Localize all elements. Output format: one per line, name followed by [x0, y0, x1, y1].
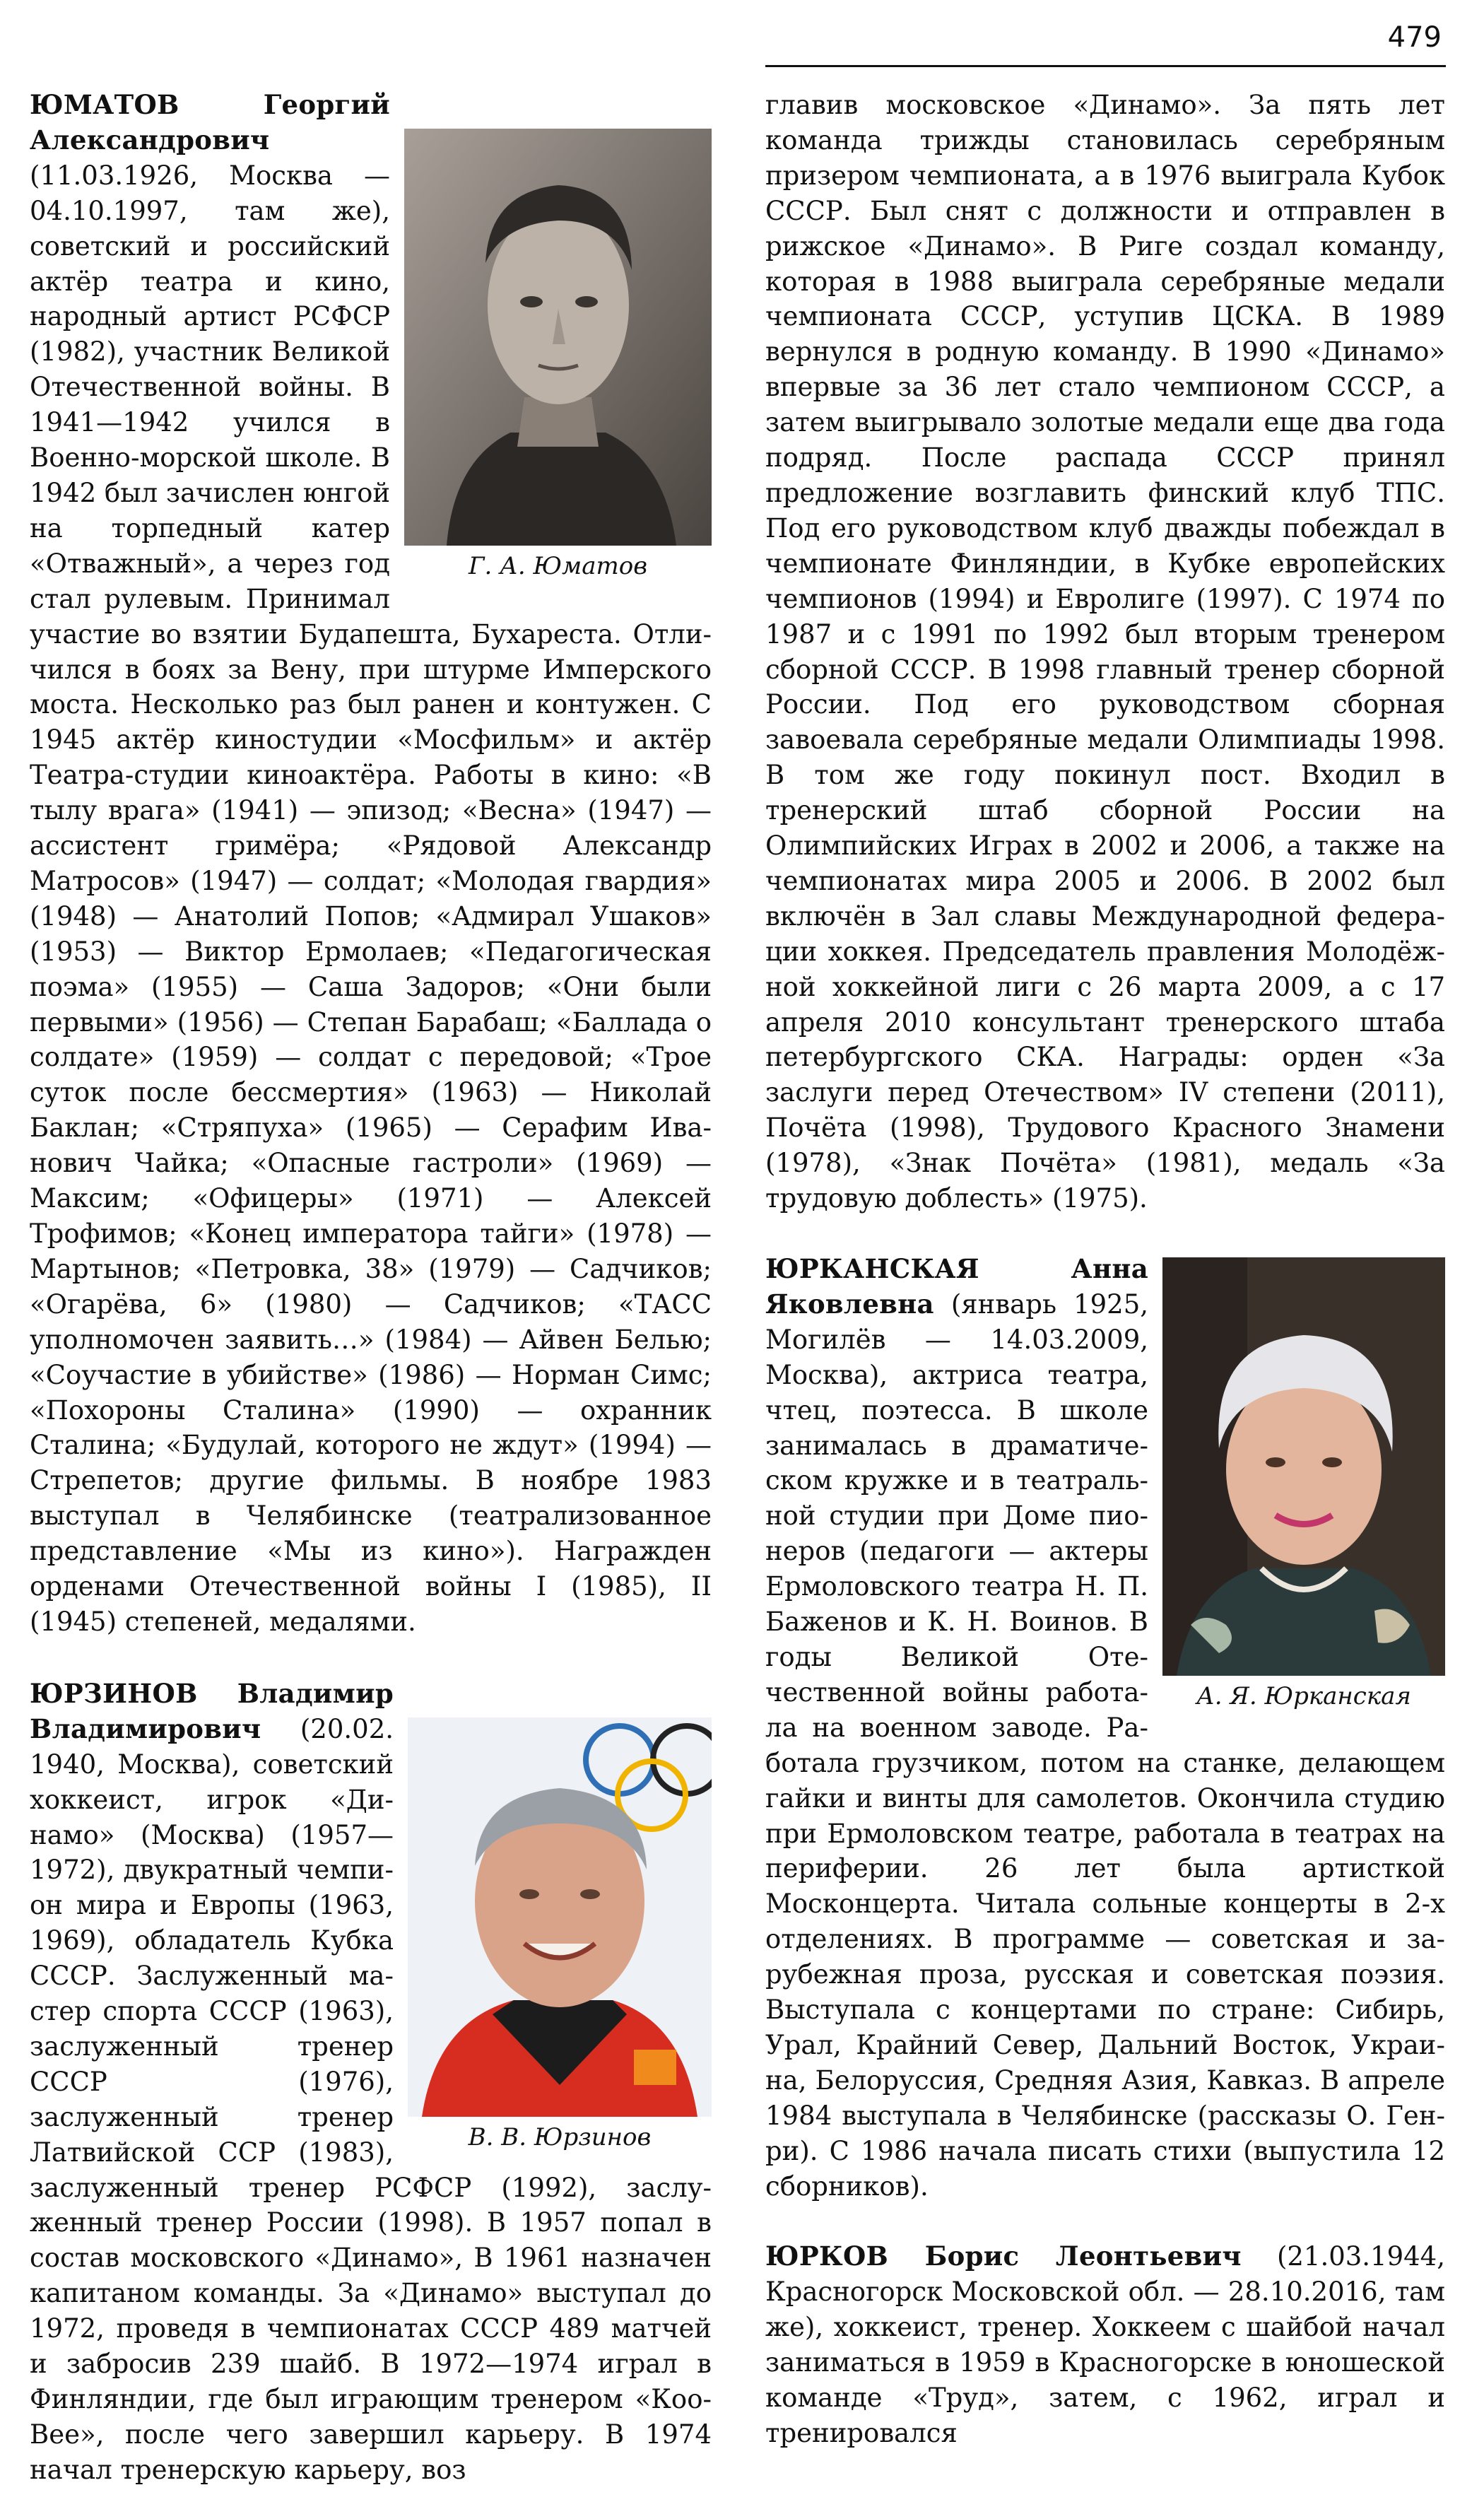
headword-yurkov: ЮРКОВ Борис Леонтьевич [765, 2240, 1242, 2272]
caption-yurzinov: В. В. Юрзинов [468, 2122, 652, 2151]
right-column [765, 88, 1445, 2451]
caption-yumatov: Г. А. Юматов [468, 552, 648, 580]
headword-yurkanskaya: ЮРКАНСКАЯ Анна Яковлевна [765, 1253, 1148, 1320]
headword-yumatov: ЮМАТОВ Георгий Александрович [30, 89, 390, 155]
headword-yurzinov: ЮРЗИНОВ Владимир Владимирович [30, 1677, 394, 1744]
entry-text-yumatov: (11.03.1926, Москва — 04.10.1997, там же), советский и российский актёр театра и кино, народный артист РСФСР (1982), участник Великой Отечественной войны. В 1941—1942 учился в Военно-морской школе. В 1942 был зачислен юнгой на торпедный катер «Отважный», а через год стал рулевым. Принимал участие во взятии Будапешта, Бухареста. Отличился в боях за Вену, при штурме Имперского моста. Несколько раз был ранен и контужен. С 1945 актёр киностудии «Мосфильм» и актёр Театра-студии киноактёра. Работы в кино: «В тылу врага» (1941) — эпизод; «Весна» (1947) — ассистент гримёра; «Рядовой Александр Матросов» (1947) — солдат; «Молодая гвардия» (1948) — Анатолий Попов; «Адмирал Ушаков» (1953) — Виктор Ермолаев; «Педагогическая поэма» (1955) — Саша Задоров; «Они были первыми» (1956) — Степан Барабаш; «Баллада о солдате» (1959) — солдат с передовой; «Трое суток после бессмертия» (1963) — Николай Баклан; «Стряпуха» (1965) — Серафим Иванович Чайка; «Опасные гастроли» (1969) — Максим; «Офицеры» (1971) — Алексей Трофимов; «Конец императора тайги» (1978) — Мартынов; «Петровка, 38» (1979) — Садчиков; «Огарёва, 6» (1980) — Садчиков; «ТАСС уполномочен заявить…» (1984) — Айвен Белью; «Соучастие в убийстве» (1986) — Норман Симс; «Похороны Сталина» (1990) — охранник Сталина; «Будулай, которого не ждут» (1994) — Стрепетов; другие фильмы. В ноябре 1983 выступал в Челябинске (театрализованное представление «Мы из кино»). Награжден орденами Отечественной войны I (1985), II (1945) степеней, медалями. [30, 160, 712, 1637]
entry-text-yurzinov: (20.02. 1940, Москва), советский хоккеист, игрок «Динамо» (Москва) (1957—1972), двукратный чемпион мира и Европы (1963, 1969), обладатель Кубка СССР. Заслуженный мастер спорта СССР (1963), заслуженный тренер СССР (1976), заслуженный тренер Латвийской ССР (1983), заслуженный тренер РСФСР (1992), заслуженный тренер России (1998). В 1957 попал в состав московского «Динамо», В 1961 назначен капитаном команды. За «Динамо» выступал до 1972, проведя в чемпионатах СССР 489 матчей и забросив 239 шайб. В 1972—1974 играл в Финляндии, где был играющим тренером «Коо-Вее», после чего завершил карьеру. В 1974 начал тренерскую карьеру, воз [30, 1713, 712, 2485]
entry-text-yurkanskaya: (январь 1925, Могилёв — 14.03.2009, Москва), актриса театра, чтец, поэтесса. В школе занималась в драматическом кружке и в театральной студии при Доме пионеров (педагоги — актеры Ермоловского театра Н. П. Баженов и К. Н. Воинов. В годы Великой Отечественной войны работала на военном заводе. Работала грузчиком, потом на станке, делающем гайки и винты для самолетов. Окончила студию при Ермоловском театре, работала в театрах на периферии. 26 лет была артисткой Москонцерта. Читала сольные концерты в 2-х отделениях. В программе — советская и зарубежная проза, русская и советская поэзия. Выступала с концертами по стране: Сибирь, Урал, Крайний Север, Дальний Восток, Украина, Белоруссия, Средняя Азия, Кавказ. В апреле 1984 выступала в Челябинске (рассказы О. Генри). С 1986 начала писать стихи (выпустила 12 сборников). [765, 1288, 1445, 2202]
left-column [30, 88, 712, 2514]
entry-yurzinov-continuation: главив московское «Динамо». За пять лет команда трижды становилась серебряным призером чемпионата, а в 1976 выиграла Кубок СССР. Был снят с должности и отправлен в рижское «Динамо». В Риге создал команду, которая в 1988 выиграла серебряные медали чемпионата СССР, уступив ЦСКА. В 1989 вернулся в родную команду. В 1990 «Динамо» впервые за 36 лет стало чемпионом СССР, а затем выигрывало золотые медали еще два года подряд. После распада СССР принял предложение возглавить финский клуб ТПС. Под его руководством клуб дважды побеждал в чемпионате Финляндии, в Кубке европейских чемпионов (1994) и Евролиге (1997). С 1974 по 1987 и с 1991 по 1992 был вторым тренером сборной СССР. В 1998 главный тренер сборной России. Под его руководством сборная завоевала серебряные медали Олимпиады 1998. В том же году покинул пост. Входил в тренерский штаб сборной России на Олимпийских Играх в 2002 и 2006, а также на чемпионатах мира 2005 и 2006. В 2002 был включён в Зал славы Международной федерации хоккея. Председатель правления Молодёжной хоккейной лиги с 26 марта 2009, а с 17 апреля 2010 консультант тренерского штаба петербургского СКА. Награды: орден «За заслуги перед Отечеством» IV степени (2011), Почёта (1998), Трудового Красного Знамени (1978), «Знак Почёта» (1981), медаль «За трудовую доблесть» (1975). [765, 90, 1445, 1214]
portrait-photo-yurkanskaya [1162, 1257, 1445, 1676]
entry-yurkov [765, 2239, 1445, 2450]
portrait-photo-yurzinov [408, 1717, 712, 2117]
photo-yumatov-figure [404, 129, 712, 584]
entry-text-yurkov: (21.03.1944, Красногорск Московской обл. — 28.10.2016, там же), хоккеист, тренер. Хоккеем с шайбой начал заниматься в 1959 в Красногорске в юношеской команде «Труд», затем, с 1962, играл и тренировался [765, 2241, 1445, 2448]
header-rule [765, 65, 1446, 67]
photo-yurkanskaya-figure [1162, 1257, 1445, 1714]
portrait-photo-yumatov [404, 129, 712, 546]
page-number: 479 [1387, 21, 1442, 54]
caption-yurkanskaya: А. Я. Юрканская [1196, 1682, 1411, 1710]
photo-yurzinov-figure [408, 1717, 712, 2155]
